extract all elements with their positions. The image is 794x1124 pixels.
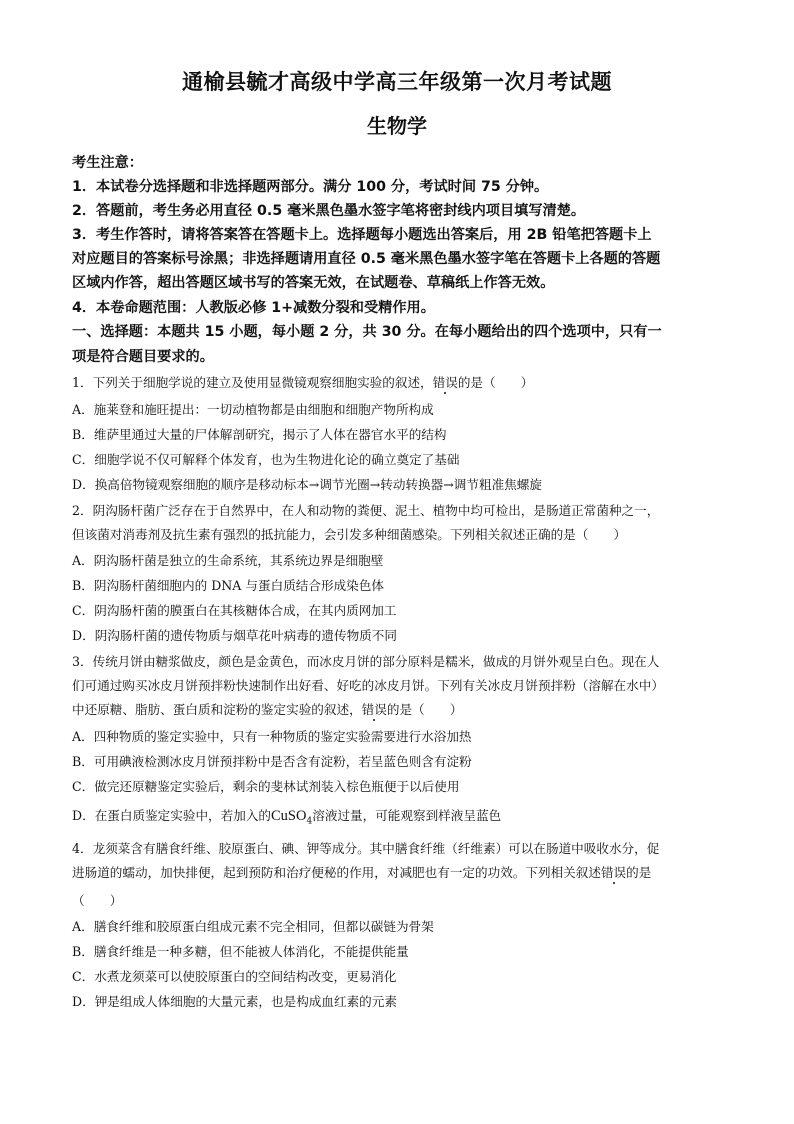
question-3-option-d [72, 805, 501, 827]
question-1-option-d: D．换高倍物镜观察细胞的顺序是移动标本→调节光圈→转动转换器→调节粗准焦螺旋 [72, 477, 542, 492]
question-3-stem: 们可通过购买冰皮月饼预拌粉快速制作出好看、好吃的冰皮月饼。下列有关冰皮月饼预拌粉（溶解在水中） [72, 678, 664, 693]
notice-item: 对应题目的答案标号涂黑；非选择题请用直径 0.5 毫米黑色墨水签字笔在答题卡上各题的答题 [72, 251, 661, 267]
stem-text: 的是（ ） [386, 702, 463, 717]
option-text: 溶液过量，可能观察到样液呈蓝色 [312, 808, 502, 823]
question-4-option-d: D．钾是组成人体细胞的大量元素，也是构成血红素的元素 [72, 994, 397, 1009]
stem-text: 1．下列关于细胞学说的建立及使用显微镜观察细胞实验的叙述， [72, 375, 433, 390]
question-3-option-a: A．四种物质的鉴定实验中，只有一种物质的鉴定实验需要进行水浴加热 [72, 729, 472, 744]
notice-item: 3．考生作答时，请将答案答在答题卡上。选择题每小题选出答案后，用 2B 铅笔把答题卡上 [72, 227, 652, 243]
chemical-formula: CuSO [271, 808, 307, 824]
stem-text: 中还原糖、脂肪、蛋白质和淀粉的鉴定实验的叙述， [72, 702, 362, 717]
formula-subscript: 4 [306, 816, 313, 827]
question-2-option-a: A．阴沟肠杆菌是独立的生命系统，其系统边界是细胞壁 [72, 553, 384, 568]
question-3-stem: 3．传统月饼由糖浆做皮，颜色是金黄色，而冰皮月饼的部分原料是糯米，做成的月饼外观呈白色。现在人 [72, 654, 660, 669]
question-3-option-c: C．做完还原糖鉴定实验后，剩余的斐林试剂装入棕色瓶便于以后使用 [72, 779, 460, 794]
question-1-option-a: A．施莱登和施旺提出：一切动植物都是由细胞和细胞产物所构成 [72, 402, 434, 417]
stem-text: 的是 [626, 865, 652, 880]
exam-title: 通榆县毓才高级中学高三年级第一次月考试题 [182, 70, 612, 94]
notice-label: 考生注意： [72, 155, 143, 171]
question-4-option-c: C．水煮龙须菜可以使胶原蛋白的空间结构改变，更易消化 [72, 969, 397, 984]
question-4-paren: （ ） [72, 893, 123, 908]
notice-item: 区域内作答，超出答题区域书写的答案无效，在试题卷、草稿纸上作答无效。 [72, 275, 555, 291]
section-heading: 项是符合题目要求的。 [72, 349, 214, 365]
question-3-option-b: B．可用碘液检测冰皮月饼预拌粉中是否含有淀粉，若呈蓝色则含有淀粉 [72, 754, 472, 769]
notice-item: 2．答题前，考生务必用直径 0.5 毫米黑色墨水签字笔将密封线内项目填写清楚。 [72, 203, 586, 219]
question-4-option-a: A．膳食纤维和胶原蛋白组成元素不完全相同，但都以碳链为骨架 [72, 919, 434, 934]
question-4-stem: 4．龙须菜含有膳食纤维、胶原蛋白、碘、钾等成分。其中膳食纤维（纤维素）可以在肠道中吸收水分，促 [72, 841, 660, 856]
stem-text: 进肠道的蠕动，加快排便，起到预防和治疗便秘的作用，对减肥也有一定的功效。下列相关叙述 [72, 865, 601, 880]
subject-title: 生物学 [367, 114, 427, 138]
question-1-option-c: C．细胞学说不仅可解释个体发育，也为生物进化论的确立奠定了基础 [72, 452, 460, 467]
question-1-stem [72, 372, 533, 391]
question-4-stem [72, 862, 651, 881]
question-1-option-b: B．维萨里通过大量的尸体解剖研究，揭示了人体在器官水平的结构 [72, 427, 447, 442]
question-2-stem: 2．阴沟肠杆菌广泛存在于自然界中，在人和动物的粪便、泥土、植物中均可检出，是肠道正常菌种之一， [72, 503, 660, 518]
emphasis-text: 错误 [361, 702, 387, 717]
option-text: D．在蛋白质鉴定实验中，若加入的 [72, 808, 272, 823]
question-3-stem [72, 699, 462, 718]
section-heading: 一、选择题：本题共 15 小题，每小题 2 分，共 30 分。在每小题给出的四个选项中，只有一 [72, 324, 662, 340]
notice-item: 1．本试卷分选择题和非选择题两部分。满分 100 分，考试时间 75 分钟。 [72, 179, 549, 195]
emphasis-text: 错误 [600, 865, 627, 880]
question-2-option-d: D．阴沟肠杆菌的遗传物质与烟草花叶病毒的遗传物质不同 [72, 628, 397, 643]
stem-text: 的是（ ） [457, 375, 534, 390]
question-4-option-b: B．膳食纤维是一种多糖，但不能被人体消化，不能提供能量 [72, 944, 409, 959]
emphasis-text: 错误 [432, 375, 458, 390]
question-2-option-b: B．阴沟肠杆菌细胞内的 DNA 与蛋白质结合形成染色体 [72, 578, 384, 593]
notice-item: 4．本卷命题范围：人教版必修 1+减数分裂和受精作用。 [72, 300, 435, 316]
question-2-option-c: C．阴沟肠杆菌的膜蛋白在其核糖体合成，在其内质网加工 [72, 603, 397, 618]
question-2-stem: 但该菌对消毒剂及抗生素有强烈的抵抗能力，会引发多种细菌感染。下列相关叙述正确的是（ ） [72, 527, 627, 542]
